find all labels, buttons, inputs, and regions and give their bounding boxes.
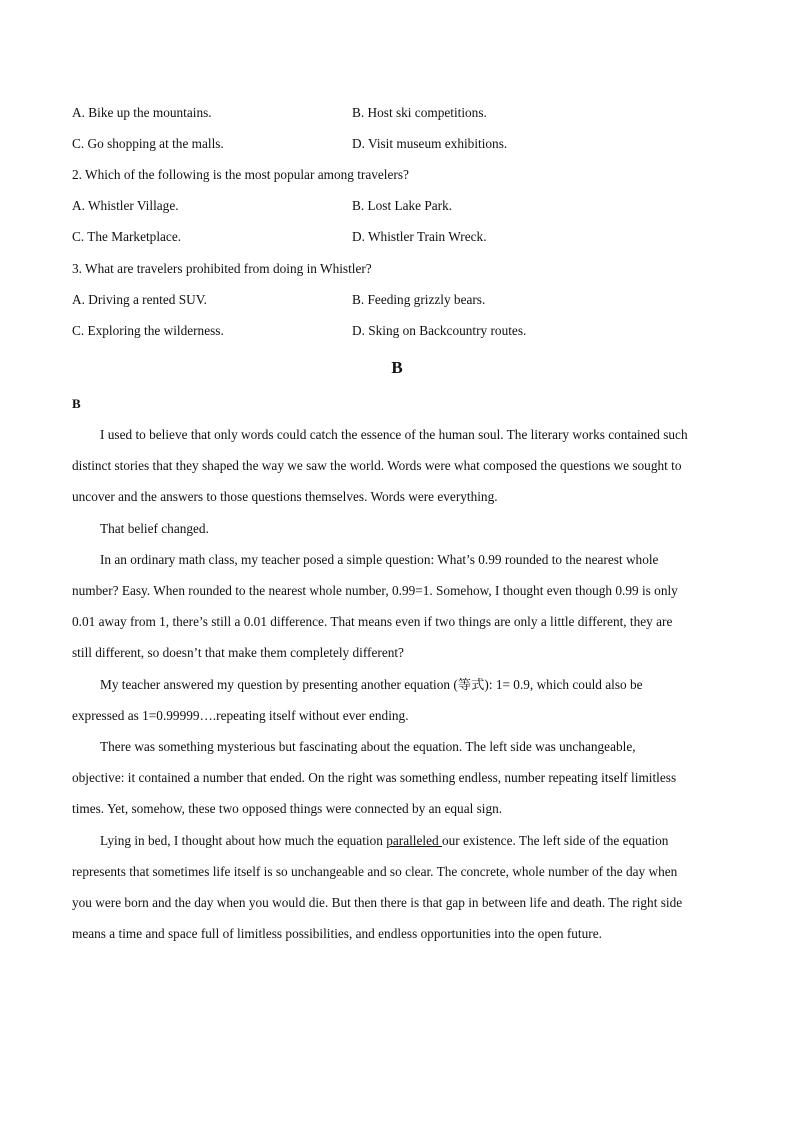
passage-line-5: In an ordinary math class, my teacher posed a simple question: What’s 0.99 rounded to the nearest whole <box>100 552 659 567</box>
q3-stem: 3. What are travelers prohibited from doing in Whistler? <box>72 261 372 276</box>
passage-line-16: you were born and the day when you would die. But then there is that gap in between life and death. The right side <box>72 895 683 910</box>
passage-line-14-end: our existence. The left side of the equation <box>441 833 669 848</box>
q3-option-c: C. Exploring the wilderness. <box>72 323 224 338</box>
q2-option-c: C. The Marketplace. <box>72 229 182 244</box>
section-title: B <box>391 358 403 377</box>
passage-line-7: 0.01 away from 1, there’s still a 0.01 difference. That means even if two things are only a little different, they are <box>72 614 673 629</box>
passage-line-17: means a time and space full of limitless possibilities, and endless opportunities into the open future. <box>72 926 602 941</box>
q2-option-b: B. Lost Lake Park. <box>352 198 453 213</box>
passage-line-15: represents that sometimes life itself is so unchangeable and so clear. The concrete, whole number of the day when <box>72 864 678 879</box>
passage-line-14-start: Lying in bed, I thought about how much the equation <box>100 833 387 848</box>
underlined-word-paralleled: paralleled <box>386 833 442 848</box>
passage-line-12: objective: it contained a number that ended. On the right was something endless, number repeating itself limitless <box>72 770 677 785</box>
passage-line-3: uncover and the answers to those questions themselves. Words were everything. <box>72 489 498 504</box>
q2-option-a: A. Whistler Village. <box>72 198 179 213</box>
q1-option-d: D. Visit museum exhibitions. <box>352 136 508 151</box>
passage-line-4: That belief changed. <box>100 521 209 536</box>
q3-option-b: B. Feeding grizzly bears. <box>352 292 486 307</box>
passage-line-10: expressed as 1=0.99999….repeating itself without ever ending. <box>72 708 409 723</box>
passage-line-2: distinct stories that they shaped the way we saw the world. Words were what composed the questions we sought to <box>72 458 682 473</box>
q3-option-d: D. Sking on Backcountry routes. <box>352 323 527 338</box>
passage-line-6: number? Easy. When rounded to the nearest whole number, 0.99=1. Somehow, I thought even though 0.99 is only <box>72 583 678 598</box>
passage-line-13: times. Yet, somehow, these two opposed things were connected by an equal sign. <box>72 801 503 816</box>
section-subtitle: B <box>72 396 81 411</box>
q2-option-d: D. Whistler Train Wreck. <box>352 229 487 244</box>
q1-option-c: C. Go shopping at the malls. <box>72 136 224 151</box>
passage-line-14 <box>100 833 668 849</box>
q2-stem: 2. Which of the following is the most popular among travelers? <box>72 167 409 182</box>
passage-line-8: still different, so doesn’t that make them completely different? <box>72 645 404 660</box>
passage-line-11: There was something mysterious but fascinating about the equation. The left side was unchangeable, <box>100 739 636 754</box>
q1-option-b: B. Host ski competitions. <box>352 105 487 120</box>
passage-line-9: My teacher answered my question by presenting another equation (等式): 1= 0.9, which could also be <box>100 677 643 692</box>
q1-option-a: A. Bike up the mountains. <box>72 105 212 120</box>
passage-line-1: I used to believe that only words could catch the essence of the human soul. The literary works contained such <box>100 427 688 442</box>
q3-option-a: A. Driving a rented SUV. <box>72 292 207 307</box>
